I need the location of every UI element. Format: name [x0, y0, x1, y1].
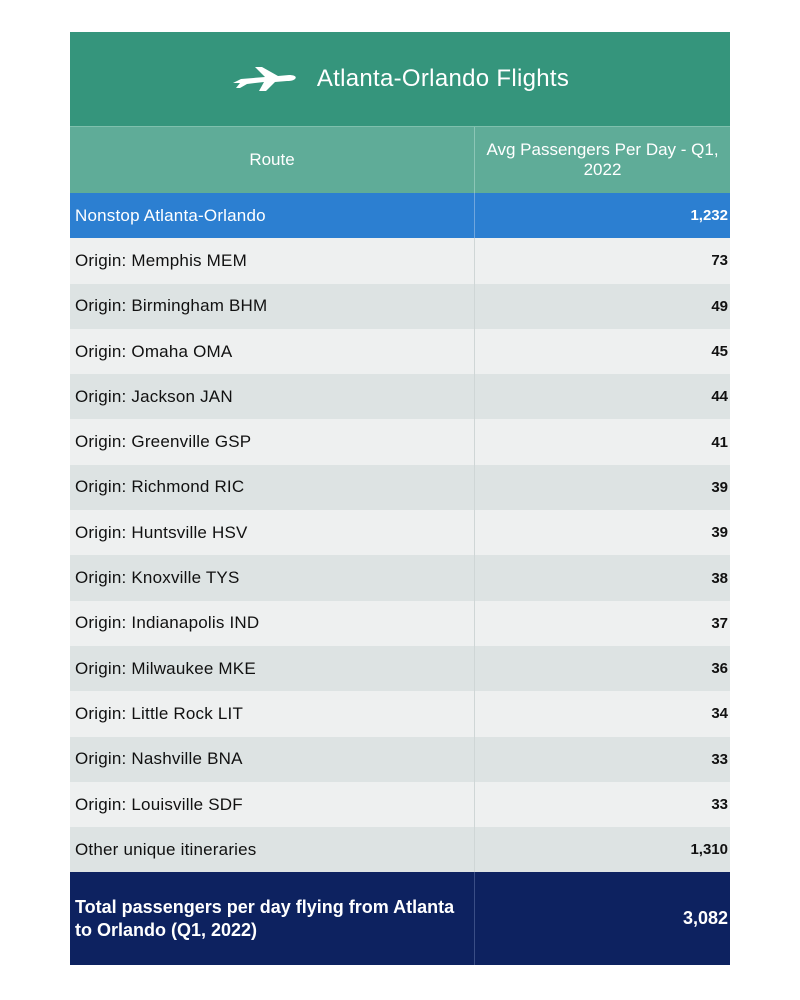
table-row	[70, 465, 730, 510]
total-label-cell	[70, 872, 474, 965]
total-value: 3,082	[474, 872, 730, 965]
flights-table	[70, 32, 730, 965]
route-cell: Nonstop Atlanta-Orlando	[75, 205, 266, 225]
route-cell: Origin: Milwaukee MKE	[75, 658, 256, 678]
passengers-cell: 41	[474, 419, 730, 464]
route-cell: Other unique itineraries	[75, 839, 257, 859]
route-cell: Origin: Nashville BNA	[75, 749, 243, 769]
route-cell: Origin: Indianapolis IND	[75, 613, 260, 633]
passengers-cell: 37	[474, 601, 730, 646]
title-bar	[70, 32, 730, 126]
table-row	[70, 555, 730, 600]
table-row	[70, 329, 730, 374]
passengers-cell: 73	[474, 238, 730, 283]
total-label: Total passengers per day flying from Atlanta to Orlando (Q1, 2022)	[75, 896, 455, 940]
table-body	[70, 193, 730, 872]
route-cell: Origin: Greenville GSP	[75, 432, 252, 452]
route-cell: Origin: Birmingham BHM	[75, 296, 268, 316]
column-header-route: Route	[249, 150, 295, 169]
table-row	[70, 827, 730, 872]
table-row	[70, 782, 730, 827]
table-row	[70, 374, 730, 419]
passengers-cell: 34	[474, 691, 730, 736]
airplane-icon	[231, 64, 297, 94]
route-cell: Origin: Omaha OMA	[75, 341, 233, 361]
route-cell: Origin: Huntsville HSV	[75, 522, 248, 542]
passengers-cell: 38	[474, 555, 730, 600]
column-header-row	[70, 126, 730, 193]
route-cell: Origin: Jackson JAN	[75, 386, 233, 406]
table-row	[70, 238, 730, 283]
table-row	[70, 646, 730, 691]
table-row	[70, 284, 730, 329]
passengers-cell: 33	[474, 782, 730, 827]
route-cell: Origin: Richmond RIC	[75, 477, 245, 497]
table-row	[70, 419, 730, 464]
table-row	[70, 193, 730, 238]
total-row	[70, 872, 730, 965]
passengers-cell: 49	[474, 284, 730, 329]
table-title: Atlanta-Orlando Flights	[316, 65, 570, 92]
passengers-cell: 39	[474, 465, 730, 510]
table-row	[70, 737, 730, 782]
passengers-cell: 44	[474, 374, 730, 419]
passengers-cell: 1,310	[474, 827, 730, 872]
passengers-cell: 1,232	[474, 193, 730, 238]
column-header-avg-passengers: Avg Passengers Per Day - Q1, 2022	[474, 127, 730, 193]
passengers-cell: 33	[474, 737, 730, 782]
route-cell: Origin: Knoxville TYS	[75, 568, 240, 588]
table-row	[70, 510, 730, 555]
route-cell: Origin: Memphis MEM	[75, 250, 247, 270]
passengers-cell: 39	[474, 510, 730, 555]
table-row	[70, 601, 730, 646]
table-row	[70, 691, 730, 736]
passengers-cell: 45	[474, 329, 730, 374]
route-cell: Origin: Louisville SDF	[75, 794, 243, 814]
route-cell: Origin: Little Rock LIT	[75, 703, 244, 723]
passengers-cell: 36	[474, 646, 730, 691]
